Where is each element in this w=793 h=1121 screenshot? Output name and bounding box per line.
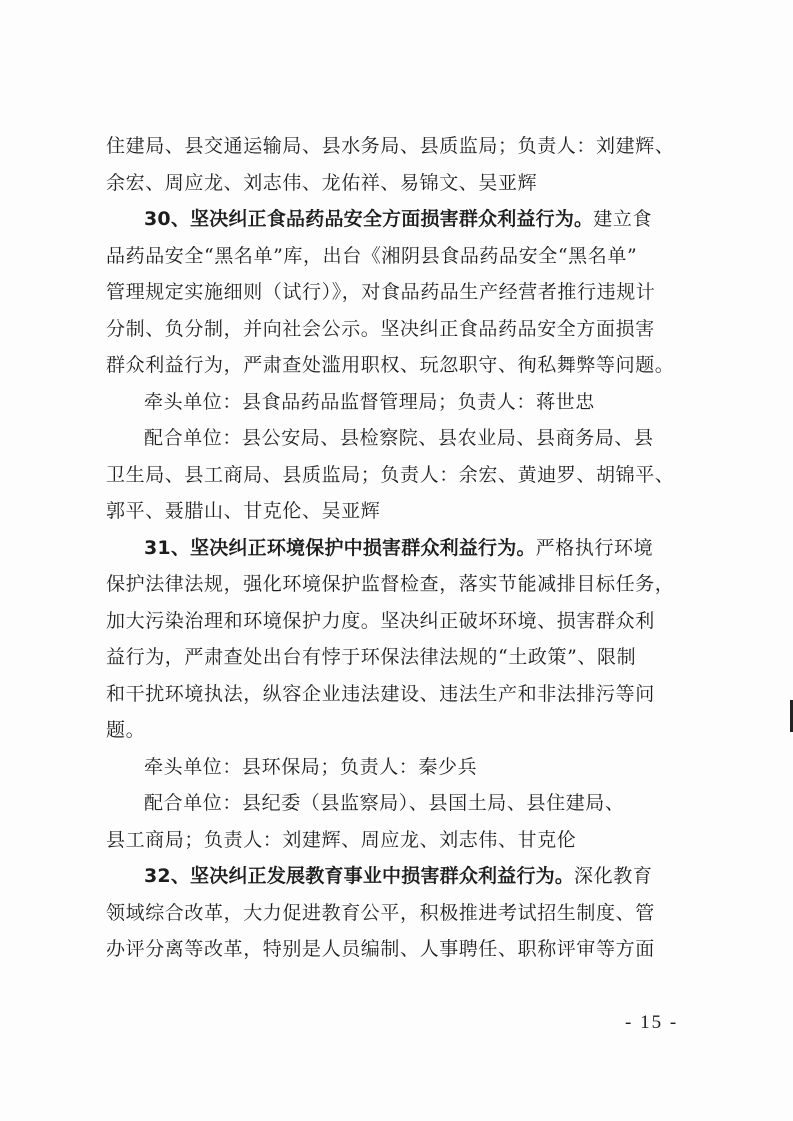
text-line: 题。 (106, 719, 146, 741)
text-line: 卫生局、县工商局、县质监局；负责人：余宏、黄迪罗、胡锦平、 (106, 463, 675, 486)
text-line: 品药品安全“黑名单”库，出台《湘阴县食品药品安全“黑名单” (106, 244, 638, 267)
body-text (106, 128, 690, 968)
cooperating-units-30: 配合单位：县公安局、县检察院、县农业局、县商务局、县 (144, 427, 654, 449)
text-line: 和干扰环境执法，纵容企业违法建设、违法生产和非法排污等问 (106, 682, 655, 705)
text-span: 深化教育 (574, 865, 653, 887)
text-line: 保护法律法规，强化环境保护监督检查，落实节能减排目标任务， (106, 573, 675, 595)
text-span: 建立食 (593, 208, 653, 230)
section-32-line (106, 858, 690, 895)
text-line: 领域综合改革，大力促进教育公平，积极推进考试招生制度、管 (106, 901, 655, 924)
section-31-line (106, 530, 690, 567)
text-line: 余宏、周应龙、刘志伟、龙佑祥、易锦文、吴亚辉 (106, 171, 538, 194)
text-span: 严格执行环境 (535, 536, 654, 559)
text-line: 分制、负分制，并向社会公示。坚决纠正食品药品安全方面损害 (106, 317, 655, 340)
text-line: 郭平、聂腊山、甘克伦、吴亚辉 (106, 500, 381, 522)
text-line: 群众利益行为，严肃查处滥用职权、玩忽职守、徇私舞弊等问题。 (106, 354, 675, 376)
section-32-heading: 32、坚决纠正发展教育事业中损害群众利益行为。 (144, 865, 575, 887)
text-line: 办评分离等改革，特别是人员编制、人事聘任、职称评审等方面 (106, 938, 655, 960)
lead-unit-31: 牵头单位：县环保局；负责人：秦少兵 (144, 755, 478, 778)
text-line: 益行为，严肃查处出台有悖于环保法律法规的“土政策”、限制 (106, 646, 637, 668)
text-line: 加大污染治理和环境保护力度。坚决纠正破坏环境、损害群众利 (106, 609, 655, 632)
section-30-heading: 30、坚决纠正食品药品安全方面损害群众利益行为。 (144, 208, 594, 230)
lead-unit-30: 牵头单位：县食品药品监督管理局；负责人：蒋世忠 (144, 390, 595, 413)
section-31-heading: 31、坚决纠正环境保护中损害群众利益行为。 (144, 536, 536, 559)
text-line: 管理规定实施细则（试行）》，对食品药品生产经营者推行违规计 (106, 281, 656, 303)
text-line: 住建局、县交通运输局、县水务局、县质监局；负责人：刘建辉、 (106, 135, 675, 157)
section-30-line (106, 201, 690, 238)
page-number: - 15 - (625, 1012, 679, 1033)
text-line: 县工商局；负责人：刘建辉、周应龙、刘志伟、甘克伦 (106, 828, 577, 851)
cooperating-units-31: 配合单位：县纪委（县监察局）、县国土局、县住建局、 (144, 792, 625, 814)
